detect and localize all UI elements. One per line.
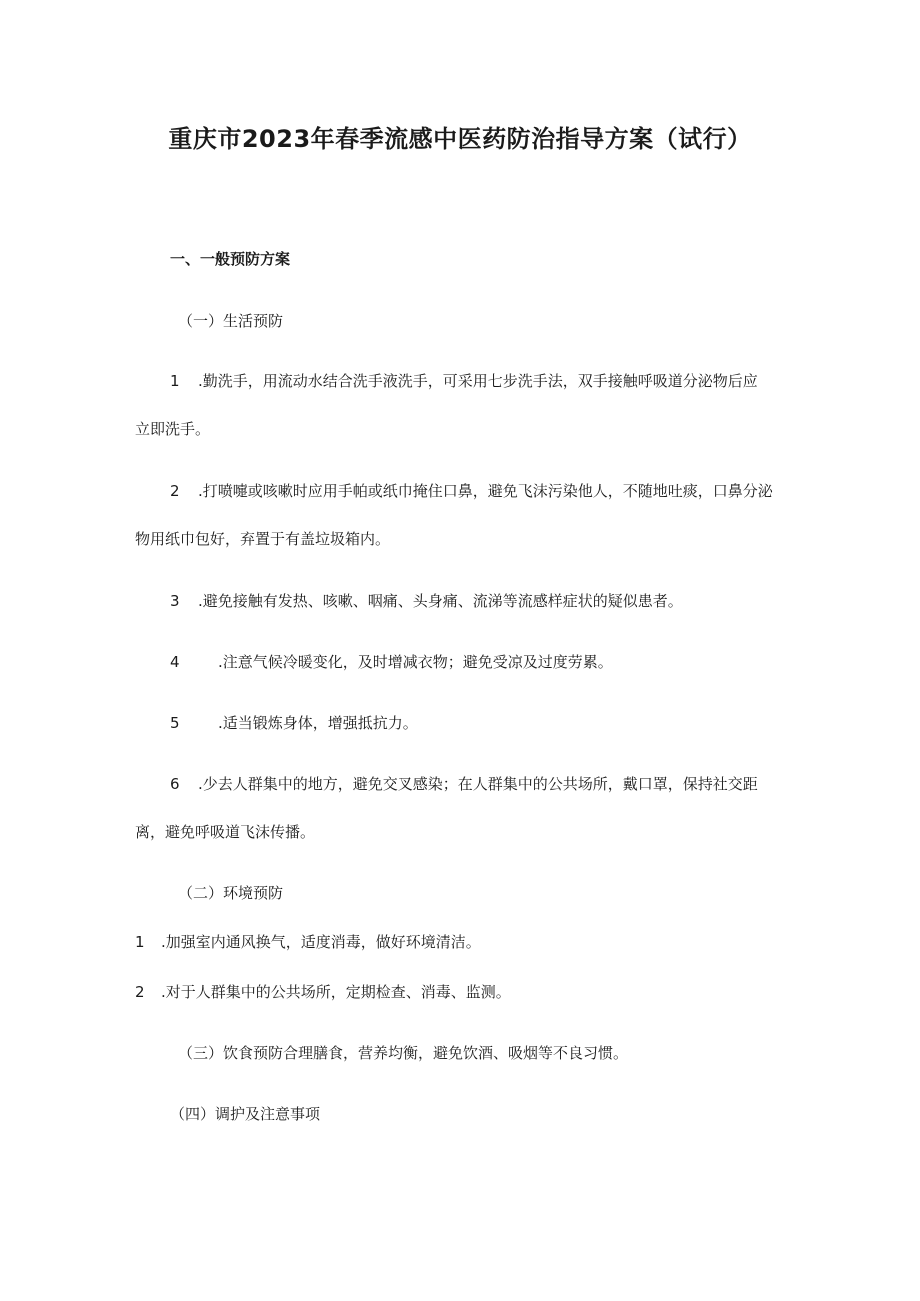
life-item-2	[170, 480, 773, 502]
item-text: .勤洗手，用流动水结合洗手液洗手，可采用七步洗手法，双手接触呼吸道分泌物后应	[198, 372, 758, 390]
item-text: .打喷嚏或咳嗽时应用手帕或纸巾掩住口鼻，避免飞沫污染他人，不随地吐痰，口鼻分泌	[198, 482, 773, 500]
item-text: .避免接触有发热、咳嗽、咽痛、头身痛、流涕等流感样症状的疑似患者。	[198, 592, 683, 610]
life-item-4	[170, 651, 613, 673]
section-heading-general: 一、一般预防方案	[170, 250, 291, 268]
life-item-6-continuation: 离，避免呼吸道飞沫传播。	[135, 823, 316, 841]
item-number: 3	[170, 592, 180, 610]
item-text: .少去人群集中的地方，避免交叉感染；在人群集中的公共场所，戴口罩，保持社交距	[198, 775, 758, 793]
life-item-6	[170, 773, 758, 795]
item-number: 4	[170, 653, 180, 671]
life-item-1	[170, 370, 758, 392]
item-text: .加强室内通风换气，适度消毒，做好环境清洁。	[161, 933, 481, 951]
life-item-3	[170, 590, 683, 612]
environment-item-2	[135, 981, 511, 1003]
subsection-heading-life: （一）生活预防	[178, 312, 284, 330]
item-number: 6	[170, 775, 180, 793]
item-text: .注意气候冷暖变化，及时增减衣物；避免受凉及过度劳累。	[218, 653, 613, 671]
item-text: .对于人群集中的公共场所，定期检查、消毒、监测。	[161, 983, 511, 1001]
life-item-2-continuation: 物用纸巾包好，弃置于有盖垃圾箱内。	[135, 530, 391, 548]
item-number: 2	[170, 482, 180, 500]
item-number: 1	[170, 372, 180, 390]
subsection-diet: （三）饮食预防合理膳食，营养均衡，避免饮酒、吸烟等不良习惯。	[178, 1044, 629, 1062]
environment-item-1	[135, 931, 481, 953]
subsection-heading-environment: （二）环境预防	[178, 884, 284, 902]
subsection-heading-care: （四）调护及注意事项	[170, 1105, 321, 1123]
document-title: 重庆市2023年春季流感中医药防治指导方案（试行）	[168, 125, 752, 153]
item-number: 2	[135, 983, 145, 1001]
life-item-5	[170, 712, 418, 734]
item-text: .适当锻炼身体，增强抵抗力。	[218, 714, 418, 732]
life-item-1-continuation: 立即洗手。	[135, 420, 211, 438]
item-number: 1	[135, 933, 145, 951]
item-number: 5	[170, 714, 180, 732]
